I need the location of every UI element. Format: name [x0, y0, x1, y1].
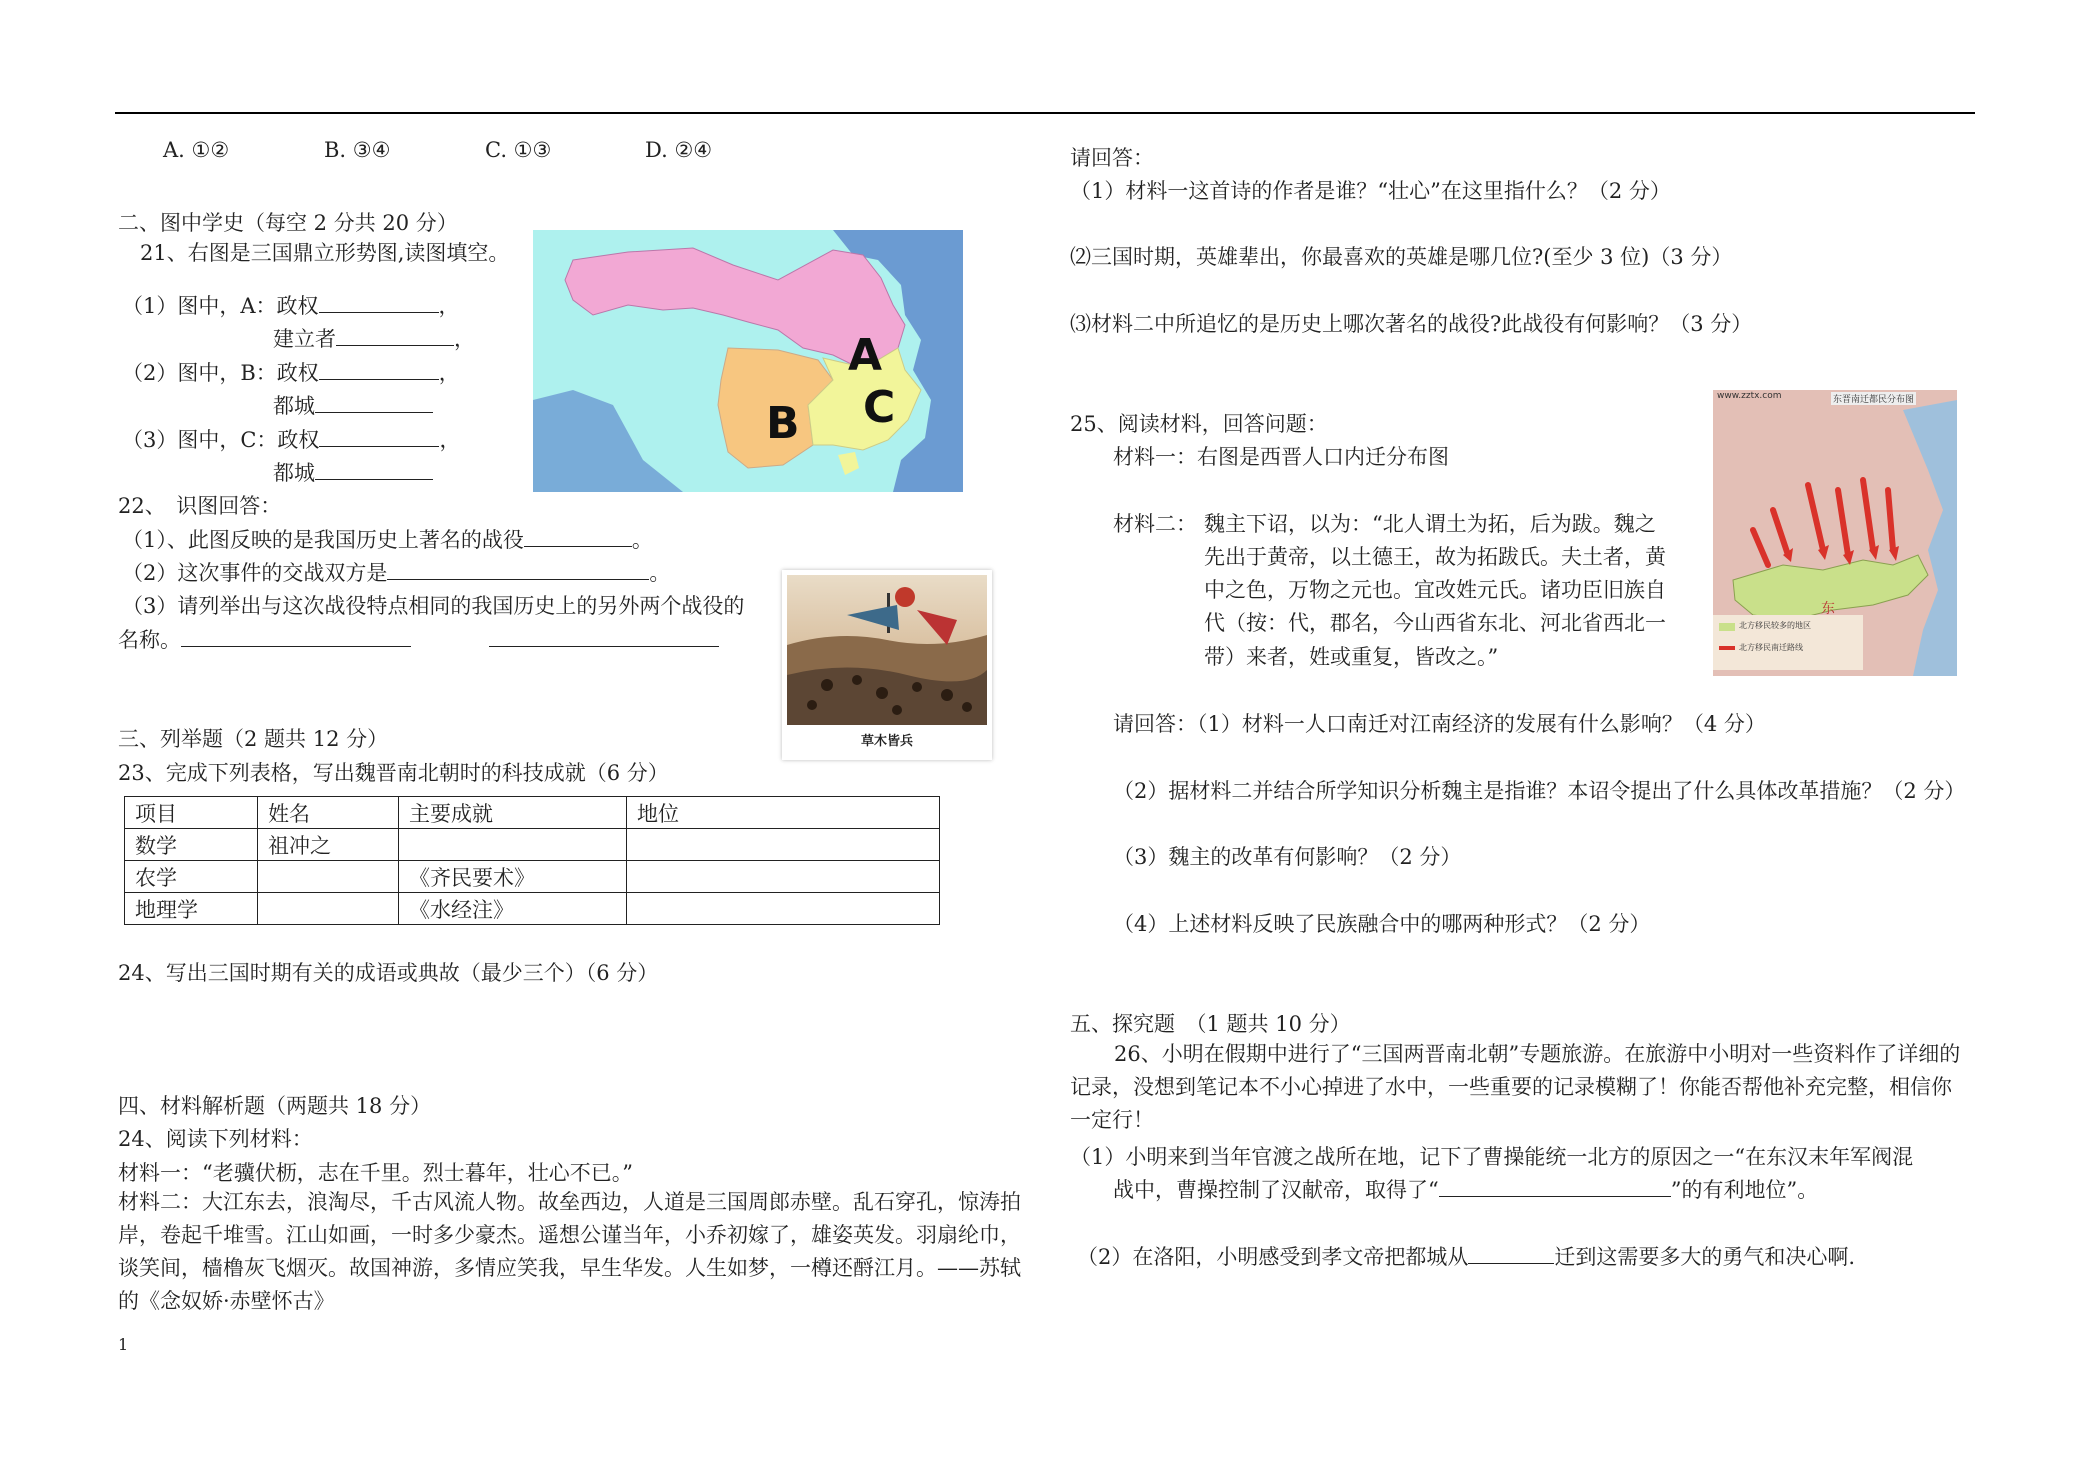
- q22-line1: （1）、此图反映的是我国历史上著名的战役 。: [122, 524, 653, 554]
- table-cell[interactable]: [258, 893, 399, 925]
- q24-idioms: 24、写出三国时期有关的成语或典故（最少三个）（6 分）: [118, 961, 659, 985]
- r-question-3: ⑶材料二中所追忆的是历史上哪次著名的战役?此战役有何影响？（3 分）: [1070, 312, 1753, 336]
- q26-part2: （2）在洛阳，小明感受到孝文帝把都城从 迁到这需要多大的勇气和决心啊.: [1077, 1241, 1855, 1271]
- table-cell: 数学: [125, 829, 258, 861]
- section-2-heading: 二、图中学史（每空 2 分共 20 分）: [118, 211, 458, 235]
- material-1: 材料一：“老骥伏枥，志在千里。烈士暮年，壮心不已。”: [118, 1161, 633, 1185]
- table-cell[interactable]: [258, 861, 399, 893]
- q21-line1: （1）图中，A：政权 ，: [122, 290, 460, 320]
- section-3-heading: 三、列举题（2 题共 12 分）: [118, 727, 389, 751]
- table-row: [125, 861, 940, 893]
- map-label-b: B: [766, 398, 800, 449]
- q23-text: 23、完成下列表格，写出魏晋南北朝时的科技成就（6 分）: [118, 761, 669, 785]
- table-row: [125, 829, 940, 861]
- legend-2: 北方移民南迁路线: [1739, 643, 1803, 652]
- table-header: 主要成就: [399, 797, 627, 829]
- q25-answer-2: （2）据材料二并结合所学知识分析魏主是指谁？本诏令提出了什么具体改革措施？（2 分）: [1113, 779, 1966, 803]
- q21-line3: （3）图中，C：政权 ，: [122, 424, 460, 454]
- table-cell[interactable]: [399, 829, 627, 861]
- section-4-heading: 四、材料解析题（两题共 18 分）: [118, 1094, 432, 1118]
- map-graphic: [533, 230, 963, 492]
- q22-line2: （2）这次事件的交战双方是 。: [122, 557, 670, 587]
- q25-m2-line: 代（按：代，郡名，今山西省东北、河北省西北一: [1204, 611, 1666, 635]
- map-label: 东: [1821, 601, 1835, 617]
- q25-m2-line: 先出于黄帝，以土德王，故为拓跋氏。夫土者，黄: [1204, 545, 1666, 569]
- table-cell: 祖冲之: [258, 829, 399, 861]
- legend-1: 北方移民较多的地区: [1739, 621, 1811, 630]
- answer-blank[interactable]: [524, 524, 632, 547]
- q21-line2: （2）图中，B：政权 ，: [122, 357, 460, 387]
- answer-blank[interactable]: [387, 557, 649, 580]
- header-rule: [115, 112, 1975, 114]
- q24-read-intro: 24、阅读下列材料：: [118, 1127, 313, 1151]
- q22-line4: 名称。: [118, 624, 719, 654]
- q25-material-1: 材料一：右图是西晋人口内迁分布图: [1113, 445, 1449, 469]
- q21-line1b: 建立者 ，: [273, 323, 475, 353]
- answer-blank[interactable]: [319, 357, 439, 380]
- q26-text: 26、小明在假期中进行了“三国两晋南北朝”专题旅游。在旅游中小明对一些资料作了详细的记录，没想到笔记本不小心掉进了水中，一些重要的记录模糊了！你能否帮他补充完整，相信你一定行！: [1070, 1042, 1961, 1132]
- picture-caption: 草木皆兵: [860, 734, 913, 749]
- table-cell: 《齐民要术》: [399, 861, 627, 893]
- option-c: C. ①③: [485, 138, 552, 162]
- q22-line3: （3）请列举出与这次战役特点相同的我国历史上的另外两个战役的: [122, 594, 745, 618]
- answer-blank[interactable]: [489, 624, 719, 647]
- map-site: www.zztx.com: [1717, 391, 1782, 401]
- map-label-a: A: [848, 330, 883, 381]
- three-kingdoms-map: [533, 230, 963, 492]
- science-table: [124, 796, 940, 925]
- q25-answer-4: （4）上述材料反映了民族融合中的哪两种形式？（2 分）: [1113, 912, 1651, 936]
- q25-answer-3: （3）魏主的改革有何影响？（2 分）: [1113, 845, 1462, 869]
- table-row: [125, 893, 940, 925]
- answer-blank[interactable]: [1468, 1241, 1554, 1264]
- answer-blank[interactable]: [181, 624, 411, 647]
- map-label-c: C: [863, 382, 896, 433]
- answer-blank[interactable]: [315, 390, 433, 413]
- battle-picture: [782, 570, 992, 760]
- table-header-row: [125, 797, 940, 829]
- migration-map: [1713, 390, 1957, 676]
- q21-line2b: 都城: [273, 390, 433, 420]
- q22-intro: 22、 识图回答：: [118, 494, 282, 518]
- answer-blank[interactable]: [315, 457, 433, 480]
- table-header: 地位: [627, 797, 940, 829]
- q21-line3b: 都城: [273, 457, 433, 487]
- q26-part1b: 战中，曹操控制了汉献帝，取得了“ ”的有利地位”。: [1113, 1174, 1818, 1204]
- q26-part1a: （1）小明来到当年官渡之战所在地，记下了曹操能统一北方的原因之一“在东汉末年军阀混: [1070, 1145, 1914, 1169]
- q21-intro: 21、右图是三国鼎立形势图,读图填空。: [140, 241, 510, 265]
- answer-blank[interactable]: [319, 290, 439, 313]
- answer-blank[interactable]: [319, 424, 439, 447]
- battle-painting: [787, 575, 987, 725]
- table-header: 项目: [125, 797, 258, 829]
- option-b: B. ③④: [324, 138, 391, 162]
- map-title: 东晋南迁都民分布图: [1831, 392, 1916, 405]
- q25-material-2-label: 材料二：: [1113, 512, 1197, 536]
- r-question-2: ⑵三国时期，英雄辈出，你最喜欢的英雄是哪几位?(至少 3 位)（3 分）: [1070, 245, 1733, 269]
- table-cell: 《水经注》: [399, 893, 627, 925]
- answer-blank[interactable]: [1439, 1174, 1671, 1197]
- migration-map-graphic: [1713, 390, 1957, 676]
- page-number: 1: [118, 1335, 129, 1354]
- ask-heading: 请回答：: [1070, 146, 1154, 170]
- q25-intro: 25、阅读材料，回答问题：: [1070, 412, 1328, 436]
- q25-m2-line: 魏主下诏，以为：“北人谓土为拓，后为跋。魏之: [1204, 512, 1656, 536]
- material-2: 材料二：大江东去，浪淘尽，千古风流人物。故垒西边，人道是三国周郎赤壁。乱石穿孔，惊涛拍岸，卷起千堆雪。江山如画，一时多少豪杰。遥想公谨当年，小乔初嫁了，雄姿英发。羽扇纶巾，谈笑间，樯橹灰飞烟灭。故国神游，多情应笑我，早生华发。人生如梦，一樽还酹江月。——苏轼的《念奴娇·赤壁怀古》: [118, 1190, 1021, 1313]
- section-5-heading: 五、探究题 （1 题共 10 分）: [1070, 1012, 1351, 1036]
- r-question-1: （1）材料一这首诗的作者是谁？“壮心”在这里指什么？（2 分）: [1070, 179, 1671, 203]
- table-cell[interactable]: [627, 829, 940, 861]
- q25-m2-line: 带）来者，姓或重复，皆改之。”: [1204, 645, 1499, 669]
- answer-blank[interactable]: [336, 323, 454, 346]
- q25-answer-1: 请回答：（1）材料一人口南迁对江南经济的发展有什么影响？（4 分）: [1113, 712, 1766, 736]
- table-cell: 农学: [125, 861, 258, 893]
- table-cell[interactable]: [627, 893, 940, 925]
- option-d: D. ②④: [645, 138, 713, 162]
- table-cell[interactable]: [627, 861, 940, 893]
- table-header: 姓名: [258, 797, 399, 829]
- table-cell: 地理学: [125, 893, 258, 925]
- q25-m2-line: 中之色，万物之元也。宜改姓元氏。诸功臣旧族自: [1204, 578, 1666, 602]
- option-a: A. ①②: [163, 138, 230, 162]
